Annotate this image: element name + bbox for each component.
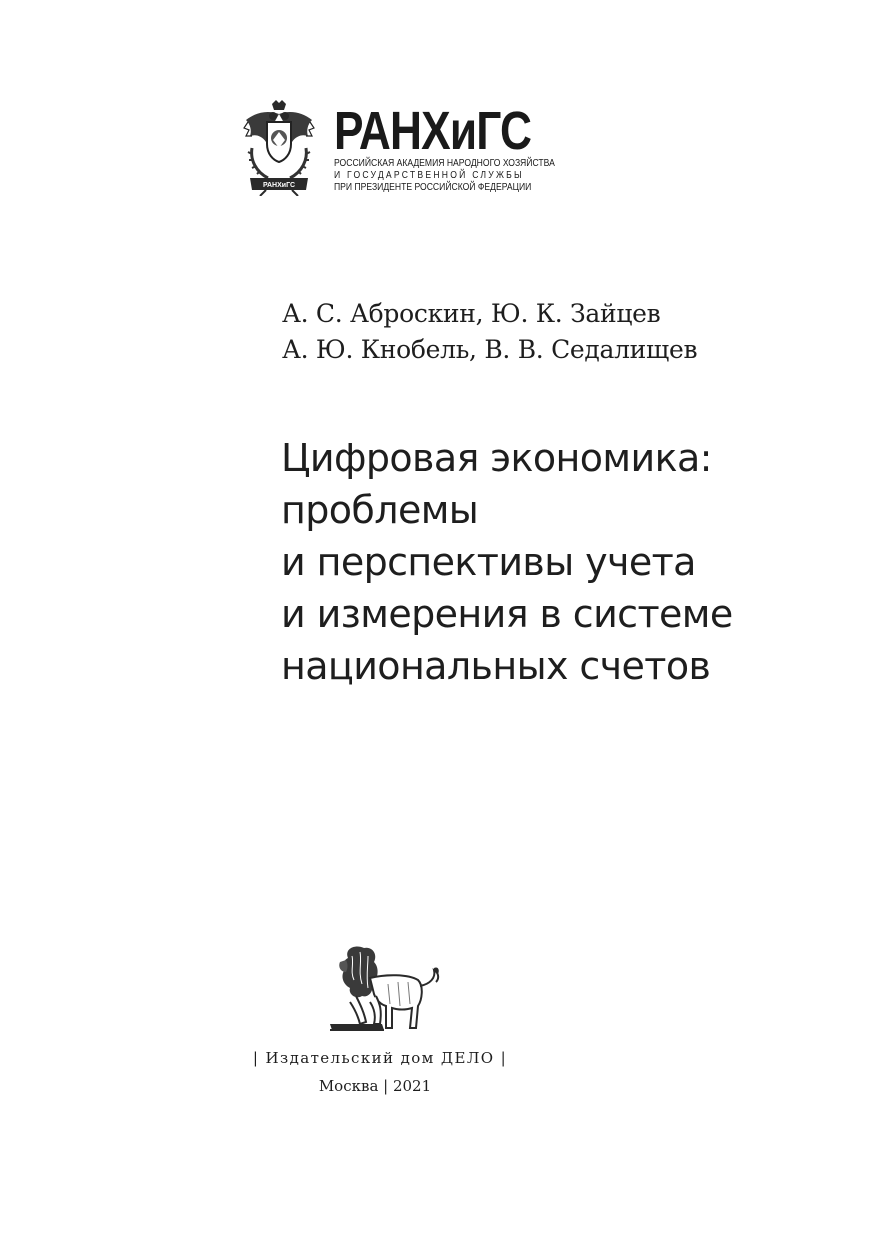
book-title: [281, 432, 733, 692]
publication-city-year: Москва | 2021: [318, 1077, 432, 1095]
publisher-name: | Издательский дом ДЕЛО |: [252, 1049, 508, 1067]
org-full-name-line-1: РОССИЙСКАЯ АКАДЕМИЯ НАРОДНОГО ХОЗЯЙСТВА: [334, 158, 555, 169]
title-line-3: и перспективы учета: [281, 540, 696, 584]
authors-line-1: А. С. Аброскин, Ю. К. Зайцев: [282, 299, 661, 328]
org-full-name-line-3: ПРИ ПРЕЗИДЕНТЕ РОССИЙСКОЙ ФЕДЕРАЦИИ: [334, 182, 532, 193]
title-line-2: проблемы: [281, 488, 479, 532]
svg-text:РАНХиГС: РАНХиГС: [262, 182, 296, 189]
eagle-emblem-icon: [240, 100, 318, 196]
title-line-4: и измерения в системе: [281, 592, 733, 636]
title-line-1: Цифровая экономика:: [281, 436, 712, 480]
authors-line-2: А. Ю. Кнобель, В. В. Седалищев: [282, 335, 698, 364]
title-line-5: национальных счетов: [281, 644, 711, 688]
lion-icon: [326, 944, 444, 1036]
authors-block: [282, 296, 697, 368]
org-full-name-line-2: И ГОСУДАРСТВЕННОЙ СЛУЖБЫ: [334, 170, 524, 181]
org-abbreviation: РАНХиГС: [334, 101, 532, 161]
